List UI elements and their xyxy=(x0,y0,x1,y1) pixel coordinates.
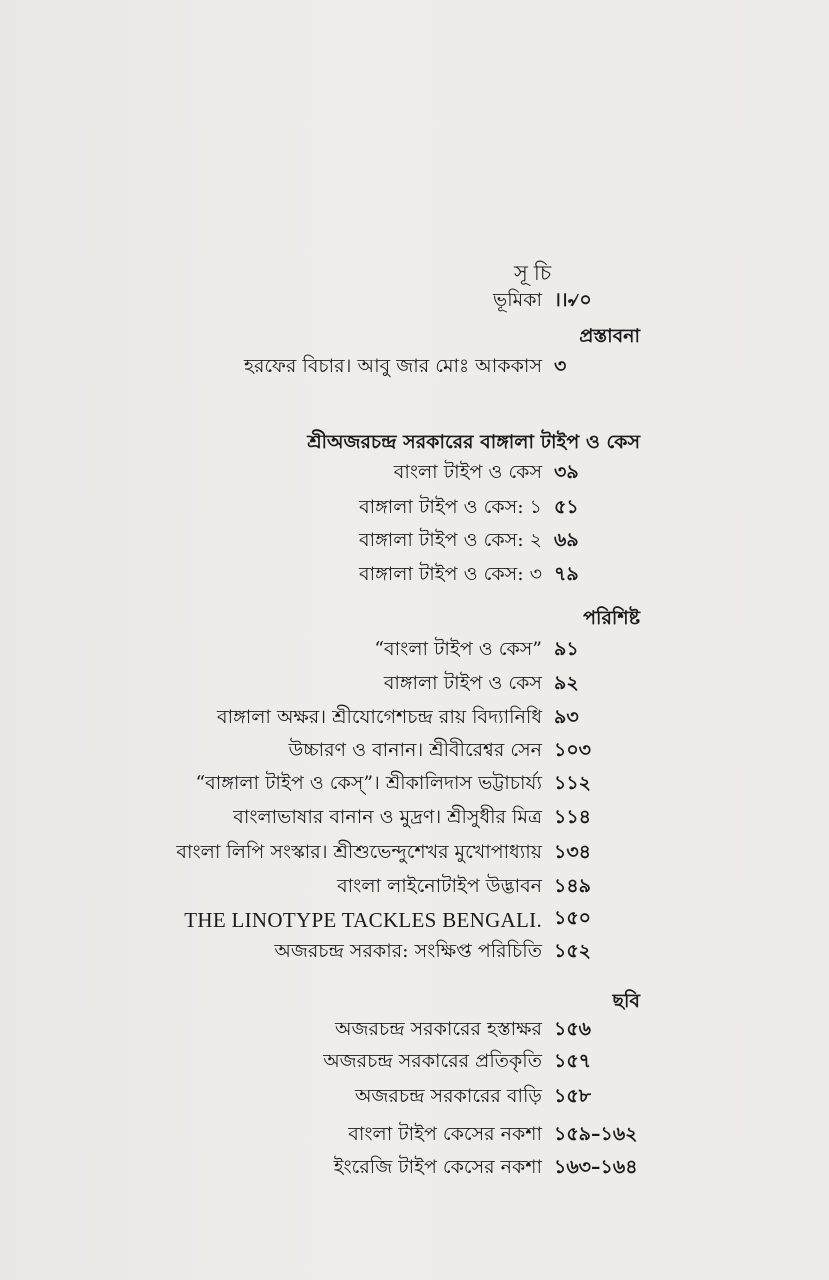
entry-label: “বাঙ্গালা টাইপ ও কেস্”। শ্রীকালিদাস ভট্টাচার্য্য xyxy=(195,772,542,794)
section-heading: পরিশিষ্ট xyxy=(583,607,640,629)
toc-entry xyxy=(100,561,646,591)
toc-entry xyxy=(100,839,646,869)
entry-label: হরফের বিচার। আবু জার মোঃ আককাস xyxy=(243,355,542,377)
toc-entry xyxy=(100,704,646,734)
entry-label: অজরচন্দ্র সরকারের বাড়ি xyxy=(354,1085,542,1107)
entry-page: ১৫৮ xyxy=(554,1085,591,1107)
entry-label: বাঙ্গালা টাইপ ও কেস: ২ xyxy=(359,529,542,551)
toc-title: সূচি xyxy=(514,261,558,285)
toc-entry xyxy=(100,938,646,968)
toc-entry xyxy=(100,1048,646,1078)
entry-page: ১৩৪ xyxy=(554,841,592,863)
section-heading: প্রস্তাবনা xyxy=(579,325,640,347)
entry-label: বাংলা লাইনোটাইপ উদ্ভাবন xyxy=(337,875,542,897)
entry-label: ইংরেজি টাইপ কেসের নকশা xyxy=(333,1156,542,1178)
entry-label: অজরচন্দ্র সরকারের প্রতিকৃতি xyxy=(323,1050,542,1072)
entry-page: ১৫৬ xyxy=(554,1018,592,1040)
toc-entry xyxy=(100,494,646,524)
entry-label: বাঙ্গালা টাইপ ও কেস: ৩ xyxy=(359,563,542,585)
entry-page: ১১২ xyxy=(554,772,592,794)
entry-label: ভূমিকা xyxy=(493,289,542,311)
entry-page: ১০৩ xyxy=(554,739,592,761)
entry-label: বাংলাভাষার বানান ও মুদ্রণ। শ্রীসুধীর মিত্র xyxy=(233,806,542,828)
toc-entry xyxy=(100,804,646,834)
entry-label: বাংলা লিপি সংস্কার। শ্রীশুভেন্দুশেখর মুখোপাধ্যায় xyxy=(176,841,542,863)
entry-page: ।।৵০ xyxy=(554,289,592,311)
entry-label: বাংলা টাইপ কেসের নকশা xyxy=(348,1123,542,1145)
toc-entry xyxy=(100,1083,646,1113)
entry-label: বাঙ্গালা টাইপ ও কেস: ১ xyxy=(359,496,542,518)
entry-label: বাঙ্গালা অক্ষর। শ্রীযোগেশচন্দ্র রায় বিদ্যানিধি xyxy=(217,706,542,728)
toc-entry xyxy=(100,770,646,800)
section-heading: শ্রীঅজরচন্দ্র সরকারের বাঙ্গালা টাইপ ও কেস xyxy=(307,431,640,453)
entry-label: উচ্চারণ ও বানান। শ্রীবীরেশ্বর সেন xyxy=(288,739,542,761)
entry-page: ৬৯ xyxy=(554,529,579,551)
entry-label: “বাংলা টাইপ ও কেস” xyxy=(374,638,542,660)
entry-label: বাঙ্গালা টাইপ ও কেস xyxy=(383,672,542,694)
toc-entry xyxy=(100,459,646,489)
entry-page: ১৫২ xyxy=(554,940,592,962)
toc-entry xyxy=(100,1121,646,1151)
entry-page: ৩৯ xyxy=(554,461,579,483)
toc-entry xyxy=(100,636,646,666)
toc-entry xyxy=(100,737,646,767)
entry-page: ১৫৭ xyxy=(554,1050,592,1072)
toc-entry xyxy=(100,1154,646,1184)
entry-page: ১১৪ xyxy=(554,806,591,828)
toc-entry xyxy=(100,527,646,557)
entry-label: অজরচন্দ্র সরকারের হস্তাক্ষর xyxy=(335,1018,542,1040)
entry-page: ৫১ xyxy=(554,496,579,518)
toc-entry-preface xyxy=(100,287,646,317)
toc-entry xyxy=(100,1016,646,1046)
entry-page: ৭৯ xyxy=(554,563,579,585)
entry-label: THE LINOTYPE TACKLES BENGALI. xyxy=(184,907,542,932)
entry-page: ১৫০ xyxy=(554,907,592,929)
toc-entry xyxy=(100,353,646,383)
entry-page: ৯২ xyxy=(554,672,579,694)
entry-label: অজরচন্দ্র সরকার: সংক্ষিপ্ত পরিচিতি xyxy=(274,940,542,962)
toc-entry xyxy=(100,670,646,700)
entry-page: ১৪৯ xyxy=(554,875,591,897)
entry-page: ৯১ xyxy=(554,638,579,660)
entry-page: ১৬৩–১৬৪ xyxy=(554,1156,638,1178)
entry-page: ৯৩ xyxy=(554,706,579,728)
section-heading: ছবি xyxy=(612,990,640,1012)
entry-label: বাংলা টাইপ ও কেস xyxy=(393,461,542,483)
entry-page: ১৫৯–১৬২ xyxy=(554,1123,638,1145)
entry-page: ৩ xyxy=(554,355,567,377)
toc-entry xyxy=(100,873,646,903)
toc-entry xyxy=(100,905,646,935)
